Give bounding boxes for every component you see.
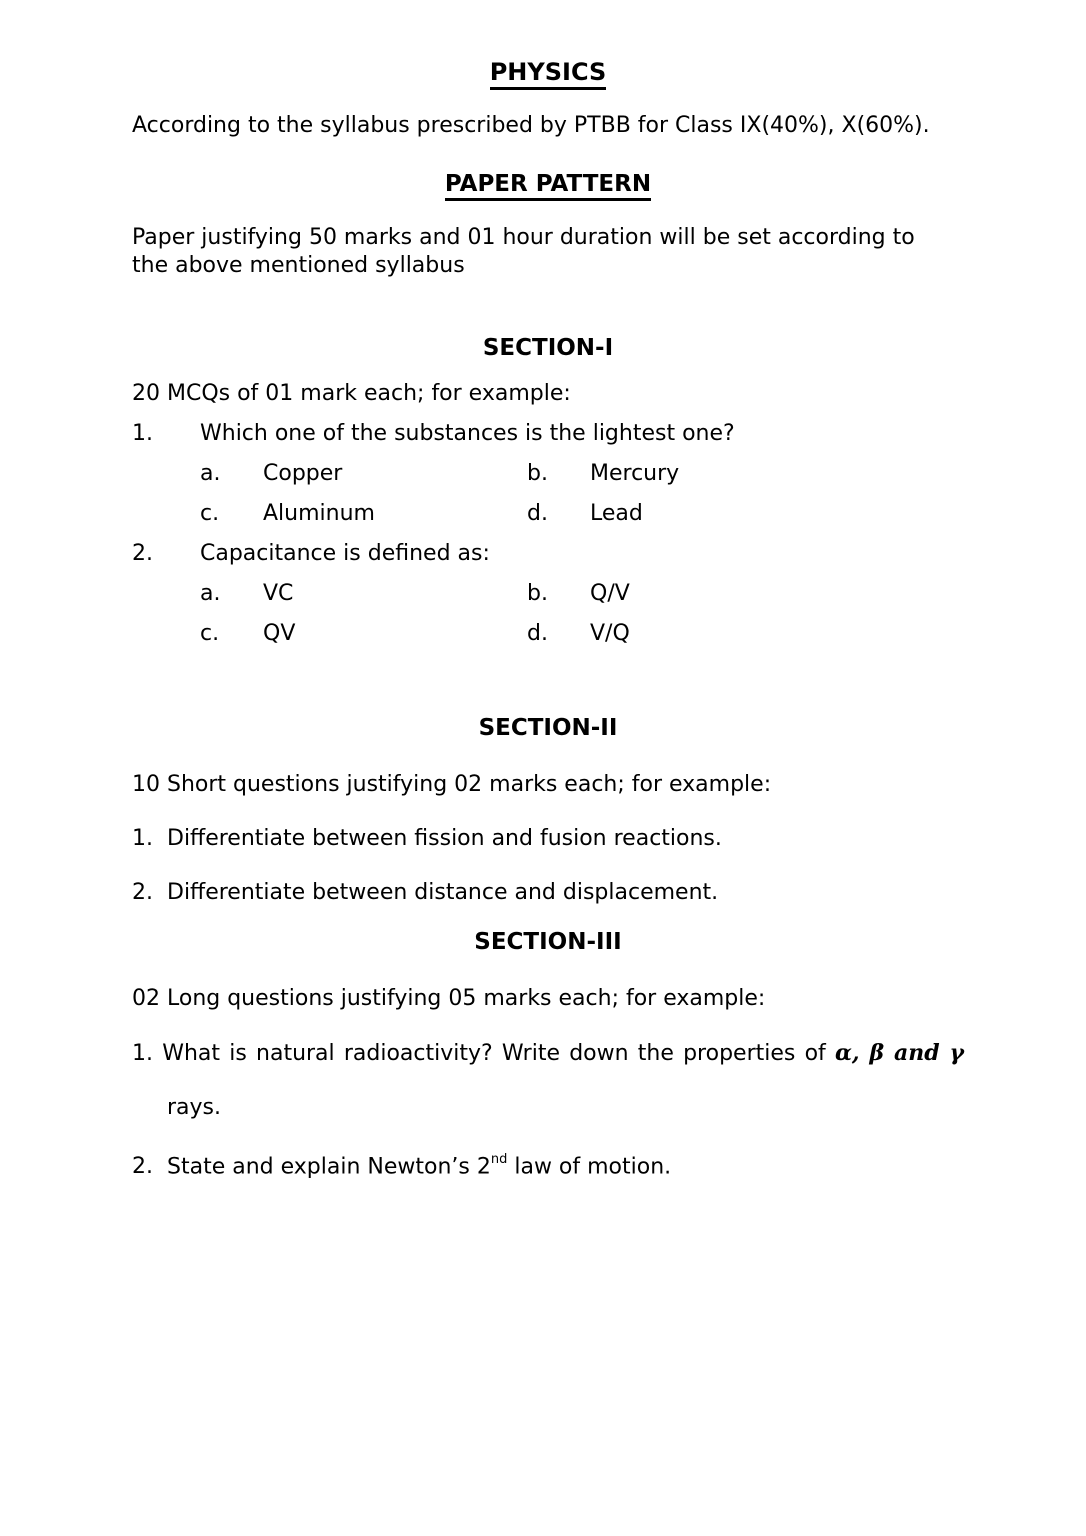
option-letter: c. xyxy=(200,501,220,526)
section-1-lead: 20 MCQs of 01 mark each; for example: xyxy=(132,381,571,406)
mcq-question-2-options-row-1 xyxy=(200,574,964,614)
question-number: 2. xyxy=(132,541,153,566)
page-title xyxy=(132,58,964,86)
section-2-lead: 10 Short questions justifying 02 marks each; for example: xyxy=(132,772,772,797)
option-text: VC xyxy=(263,581,294,606)
paper-pattern-line-1: Paper justifying 50 marks and 01 hour duration will be set according to xyxy=(132,225,915,250)
option-letter: b. xyxy=(527,461,548,486)
question-number: 2. xyxy=(132,880,153,905)
option-text: Lead xyxy=(590,501,643,526)
long-question-1 xyxy=(132,1040,964,1067)
paper-pattern-heading-text: PAPER PATTERN xyxy=(445,171,651,201)
section-3-lead: 02 Long questions justifying 05 marks each; for example: xyxy=(132,986,766,1011)
ordinal-superscript: nd xyxy=(490,1152,508,1167)
paper-pattern-line-2: the above mentioned syllabus xyxy=(132,253,465,278)
mcq-question-2 xyxy=(132,534,964,574)
option-letter: d. xyxy=(527,501,548,526)
long-question-2 xyxy=(132,1149,964,1180)
mcq-question-2-options-row-2 xyxy=(200,614,964,654)
intro-text: According to the syllabus prescribed by PTBB for Class IX(40%), X(60%). xyxy=(132,113,930,138)
question-number: 2. xyxy=(132,1154,153,1180)
question-text-start: State and explain Newton’s 2 xyxy=(167,1154,491,1180)
mcq-question-1-options-row-2 xyxy=(200,494,964,534)
question-text: Differentiate between fission and fusion reactions. xyxy=(167,826,722,851)
option-text: V/Q xyxy=(590,621,630,646)
question-text-end: law of motion. xyxy=(507,1154,672,1180)
short-question-2 xyxy=(132,880,964,906)
paper-pattern-paragraph xyxy=(132,224,964,280)
option-text: Copper xyxy=(263,461,343,486)
option-text: QV xyxy=(263,621,296,646)
paper-pattern-heading xyxy=(132,170,964,198)
option-letter: b. xyxy=(527,581,548,606)
mcq-question-1-options-row-1 xyxy=(200,454,964,494)
question-number: 1. xyxy=(132,421,153,446)
option-letter: a. xyxy=(200,461,221,486)
option-text: Aluminum xyxy=(263,501,375,526)
option-text: Q/V xyxy=(590,581,630,606)
mcq-question-1 xyxy=(132,414,964,454)
section-1-heading: SECTION-I xyxy=(482,335,614,361)
question-number: 1. xyxy=(132,1041,153,1066)
question-text: Which one of the substances is the lightest one? xyxy=(200,421,735,446)
option-letter: d. xyxy=(527,621,548,646)
option-letter: a. xyxy=(200,581,221,606)
section-3-heading: SECTION-III xyxy=(474,929,622,955)
question-number: 1. xyxy=(132,826,153,851)
long-question-1-continuation: rays. xyxy=(167,1095,222,1120)
question-text: What is natural radioactivity? Write down the properties of xyxy=(162,1041,826,1066)
page-title-text: PHYSICS xyxy=(490,58,607,90)
question-text: Capacitance is defined as: xyxy=(200,541,490,566)
question-text: Differentiate between distance and displacement. xyxy=(167,880,719,905)
greek-math-text: α, β and γ xyxy=(835,1040,964,1066)
section-1-body xyxy=(132,374,964,654)
short-question-1 xyxy=(132,826,964,852)
section-2-heading: SECTION-II xyxy=(478,715,618,741)
option-letter: c. xyxy=(200,621,220,646)
option-text: Mercury xyxy=(590,461,680,486)
